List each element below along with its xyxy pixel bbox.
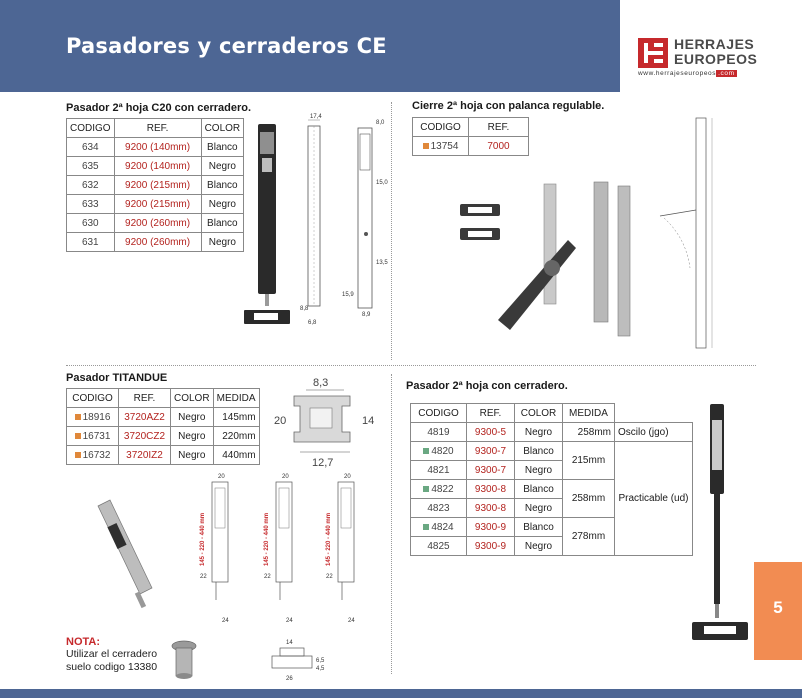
col-header-ref: REF.	[467, 404, 515, 423]
cell-color: Negro	[201, 195, 244, 214]
table-row	[67, 446, 260, 465]
table-row	[67, 408, 260, 427]
clip-technical-drawing	[268, 638, 332, 684]
cell-code: 4825	[411, 537, 467, 556]
cell-color: Blanco	[201, 176, 244, 195]
logo-url-suffix: .com	[718, 70, 735, 77]
cell-medida: 440mm	[213, 446, 259, 465]
cell-color: Blanco	[515, 442, 563, 461]
divider-vertical-bottom	[391, 374, 392, 674]
stock-square-icon	[423, 143, 429, 149]
logo-mark-icon	[638, 38, 668, 68]
logo-line2: EUROPEOS	[674, 51, 758, 67]
cell-medida: 145mm	[213, 408, 259, 427]
cell-ref: 9300-9	[467, 518, 515, 537]
c2h-bolt-image	[690, 400, 750, 650]
dim-range-label: 145 - 220 - 440 mm	[264, 512, 270, 566]
dim-label: 20	[274, 415, 287, 427]
cell-ref: 9200 (140mm)	[114, 138, 201, 157]
c20-technical-drawing	[300, 114, 390, 334]
titandue-profile-drawing	[270, 374, 380, 470]
cell-color: Blanco	[515, 480, 563, 499]
table-row	[413, 137, 529, 156]
cell-code	[413, 137, 469, 156]
table-row	[67, 138, 244, 157]
dim-label: 14	[286, 640, 293, 646]
cell-code-text: 18916	[82, 411, 111, 423]
cell-color: Negro	[515, 461, 563, 480]
page-title: Pasadores y cerraderos CE	[66, 34, 387, 58]
cell-code-text: 4820	[431, 445, 454, 457]
dim-label: 15,0	[376, 180, 388, 186]
titandue-bolt-image	[90, 496, 170, 616]
drawing-220	[264, 474, 293, 624]
section-title-c20: Pasador 2ª hoja C20 con cerradero.	[66, 102, 252, 114]
divider-vertical-top	[391, 102, 392, 360]
page-number-tab	[754, 562, 802, 660]
logo-url	[638, 70, 737, 77]
cell-ref: 9200 (260mm)	[114, 214, 201, 233]
table-row	[67, 195, 244, 214]
drawing-145	[200, 474, 229, 624]
cell-medida: 258mm	[563, 423, 615, 442]
cell-ref: 9200 (215mm)	[114, 195, 201, 214]
cell-medida: 258mm	[563, 480, 615, 518]
table-cierre	[412, 117, 529, 156]
cell-color: Negro	[171, 446, 214, 465]
cell-code: 4819	[411, 423, 467, 442]
section-title-cierre: Cierre 2ª hoja con palanca regulable.	[412, 100, 605, 112]
dim-label: 22	[326, 574, 333, 580]
dim-label: 20	[282, 474, 289, 480]
table-row	[411, 442, 693, 461]
dim-label: 24	[286, 618, 293, 624]
dim-label: 22	[200, 574, 207, 580]
cell-use: Oscilo (jgo)	[615, 423, 693, 442]
cell-ref: 9300-7	[467, 461, 515, 480]
dim-label: 6,8	[308, 320, 317, 326]
stock-square-icon	[423, 524, 429, 530]
cell-color: Negro	[515, 537, 563, 556]
footer-band	[0, 689, 802, 698]
col-header-code: CODIGO	[67, 119, 115, 138]
logo-line1: HERRAJES	[674, 36, 755, 52]
titandue-technical-drawings	[192, 470, 388, 630]
page-number: 5	[773, 598, 783, 617]
col-header-ref: REF.	[469, 118, 529, 137]
col-header-ref: REF.	[119, 389, 171, 408]
col-header-color: COLOR	[515, 404, 563, 423]
dim-label: 15,9	[342, 292, 354, 298]
dim-label: 13,5	[376, 260, 388, 266]
dim-label: 6,5	[316, 658, 325, 664]
note-text: Utilizar el cerradero suelo codigo 13380	[66, 648, 158, 673]
cell-ref: 9200 (140mm)	[114, 157, 201, 176]
table-row	[411, 423, 693, 442]
cell-ref: 9300-9	[467, 537, 515, 556]
cell-code-text: 13754	[430, 140, 459, 152]
cell-code	[411, 518, 467, 537]
cell-ref: 3720AZ2	[119, 408, 171, 427]
cell-code: 631	[67, 233, 115, 252]
dim-label: 12,7	[312, 457, 334, 469]
cell-code: 4821	[411, 461, 467, 480]
table-row	[67, 157, 244, 176]
dim-label: 4,5	[316, 666, 325, 672]
dim-label: 8,3	[313, 377, 329, 389]
cell-code: 4823	[411, 499, 467, 518]
cell-code	[67, 446, 119, 465]
cell-ref: 9300-7	[467, 442, 515, 461]
col-header-medida: MEDIDA	[563, 404, 615, 423]
cell-code	[67, 427, 119, 446]
section-title-titandue: Pasador TITANDUE	[66, 372, 168, 384]
cell-color: Negro	[171, 408, 214, 427]
dim-label: 8,8	[300, 306, 309, 312]
dim-label: 22	[264, 574, 271, 580]
cell-ref: 3720IZ2	[119, 446, 171, 465]
dim-label: 20	[218, 474, 225, 480]
table-row	[67, 176, 244, 195]
cell-code: 634	[67, 138, 115, 157]
stock-square-icon	[423, 486, 429, 492]
col-header-ref: REF.	[114, 119, 201, 138]
table-row	[67, 214, 244, 233]
cell-ref: 7000	[469, 137, 529, 156]
cell-color: Blanco	[515, 518, 563, 537]
cell-ref: 9300-5	[467, 423, 515, 442]
table-c20	[66, 118, 244, 252]
dim-label: 8,0	[376, 120, 385, 126]
cell-code: 630	[67, 214, 115, 233]
cierre-lever-image	[458, 180, 638, 342]
cell-ref: 9200 (260mm)	[114, 233, 201, 252]
cell-medida: 220mm	[213, 427, 259, 446]
divider-horizontal	[66, 365, 756, 366]
col-header-use	[615, 404, 693, 423]
cell-color: Blanco	[201, 138, 244, 157]
cell-ref: 9300-8	[467, 480, 515, 499]
col-header-color: COLOR	[201, 119, 244, 138]
col-header-medida: MEDIDA	[213, 389, 259, 408]
drawing-440	[326, 474, 355, 624]
dim-range-label: 145 - 220 - 440 mm	[326, 512, 332, 566]
col-header-code: CODIGO	[67, 389, 119, 408]
table-row	[67, 233, 244, 252]
cell-code: 633	[67, 195, 115, 214]
cell-color: Negro	[201, 157, 244, 176]
stock-square-icon	[75, 452, 81, 458]
table-titandue	[66, 388, 260, 465]
cell-ref: 9200 (215mm)	[114, 176, 201, 195]
cell-color: Negro	[171, 427, 214, 446]
cell-color: Negro	[515, 423, 563, 442]
cell-ref: 9300-8	[467, 499, 515, 518]
dim-label: 26	[286, 676, 293, 682]
dim-label: 14	[362, 415, 375, 427]
note-label: NOTA:	[66, 636, 101, 648]
stock-square-icon	[423, 448, 429, 454]
cell-code-text: 16732	[82, 449, 111, 461]
dim-label: 24	[222, 618, 229, 624]
c20-bolt-image	[238, 118, 298, 332]
dim-label: 8,9	[362, 312, 371, 318]
cell-code-text: 16731	[82, 430, 111, 442]
cell-medida: 278mm	[563, 518, 615, 556]
section-title-c2h: Pasador 2ª hoja con cerradero.	[406, 380, 568, 392]
dim-range-label: 145 - 220 - 440 mm	[200, 512, 206, 566]
cell-code	[411, 480, 467, 499]
cell-ref: 3720CZ2	[119, 427, 171, 446]
cell-code-text: 4822	[431, 483, 454, 495]
dim-label: 20	[344, 474, 351, 480]
cell-code-text: 4824	[431, 521, 454, 533]
col-header-code: CODIGO	[413, 118, 469, 137]
col-header-color: COLOR	[171, 389, 214, 408]
stock-square-icon	[75, 414, 81, 420]
cell-code	[411, 442, 467, 461]
cell-color: Negro	[201, 233, 244, 252]
col-header-code: CODIGO	[411, 404, 467, 423]
stock-square-icon	[75, 433, 81, 439]
table-c2h	[410, 403, 693, 556]
cell-code: 635	[67, 157, 115, 176]
cell-medida: 215mm	[563, 442, 615, 480]
cell-code	[67, 408, 119, 427]
cierre-technical-drawing	[656, 108, 726, 358]
cell-color: Negro	[515, 499, 563, 518]
note-label-text: NOTA	[66, 636, 97, 648]
cell-color: Blanco	[201, 214, 244, 233]
cell-code: 632	[67, 176, 115, 195]
table-row	[67, 427, 260, 446]
dim-label: 24	[348, 618, 355, 624]
cell-use: Practicable (ud)	[615, 442, 693, 556]
logo-url-text: www.herrajeseuropeos	[638, 70, 717, 77]
brand-logo	[638, 36, 758, 80]
floor-keeper-image	[170, 640, 198, 682]
dim-label: 17,4	[310, 114, 322, 120]
